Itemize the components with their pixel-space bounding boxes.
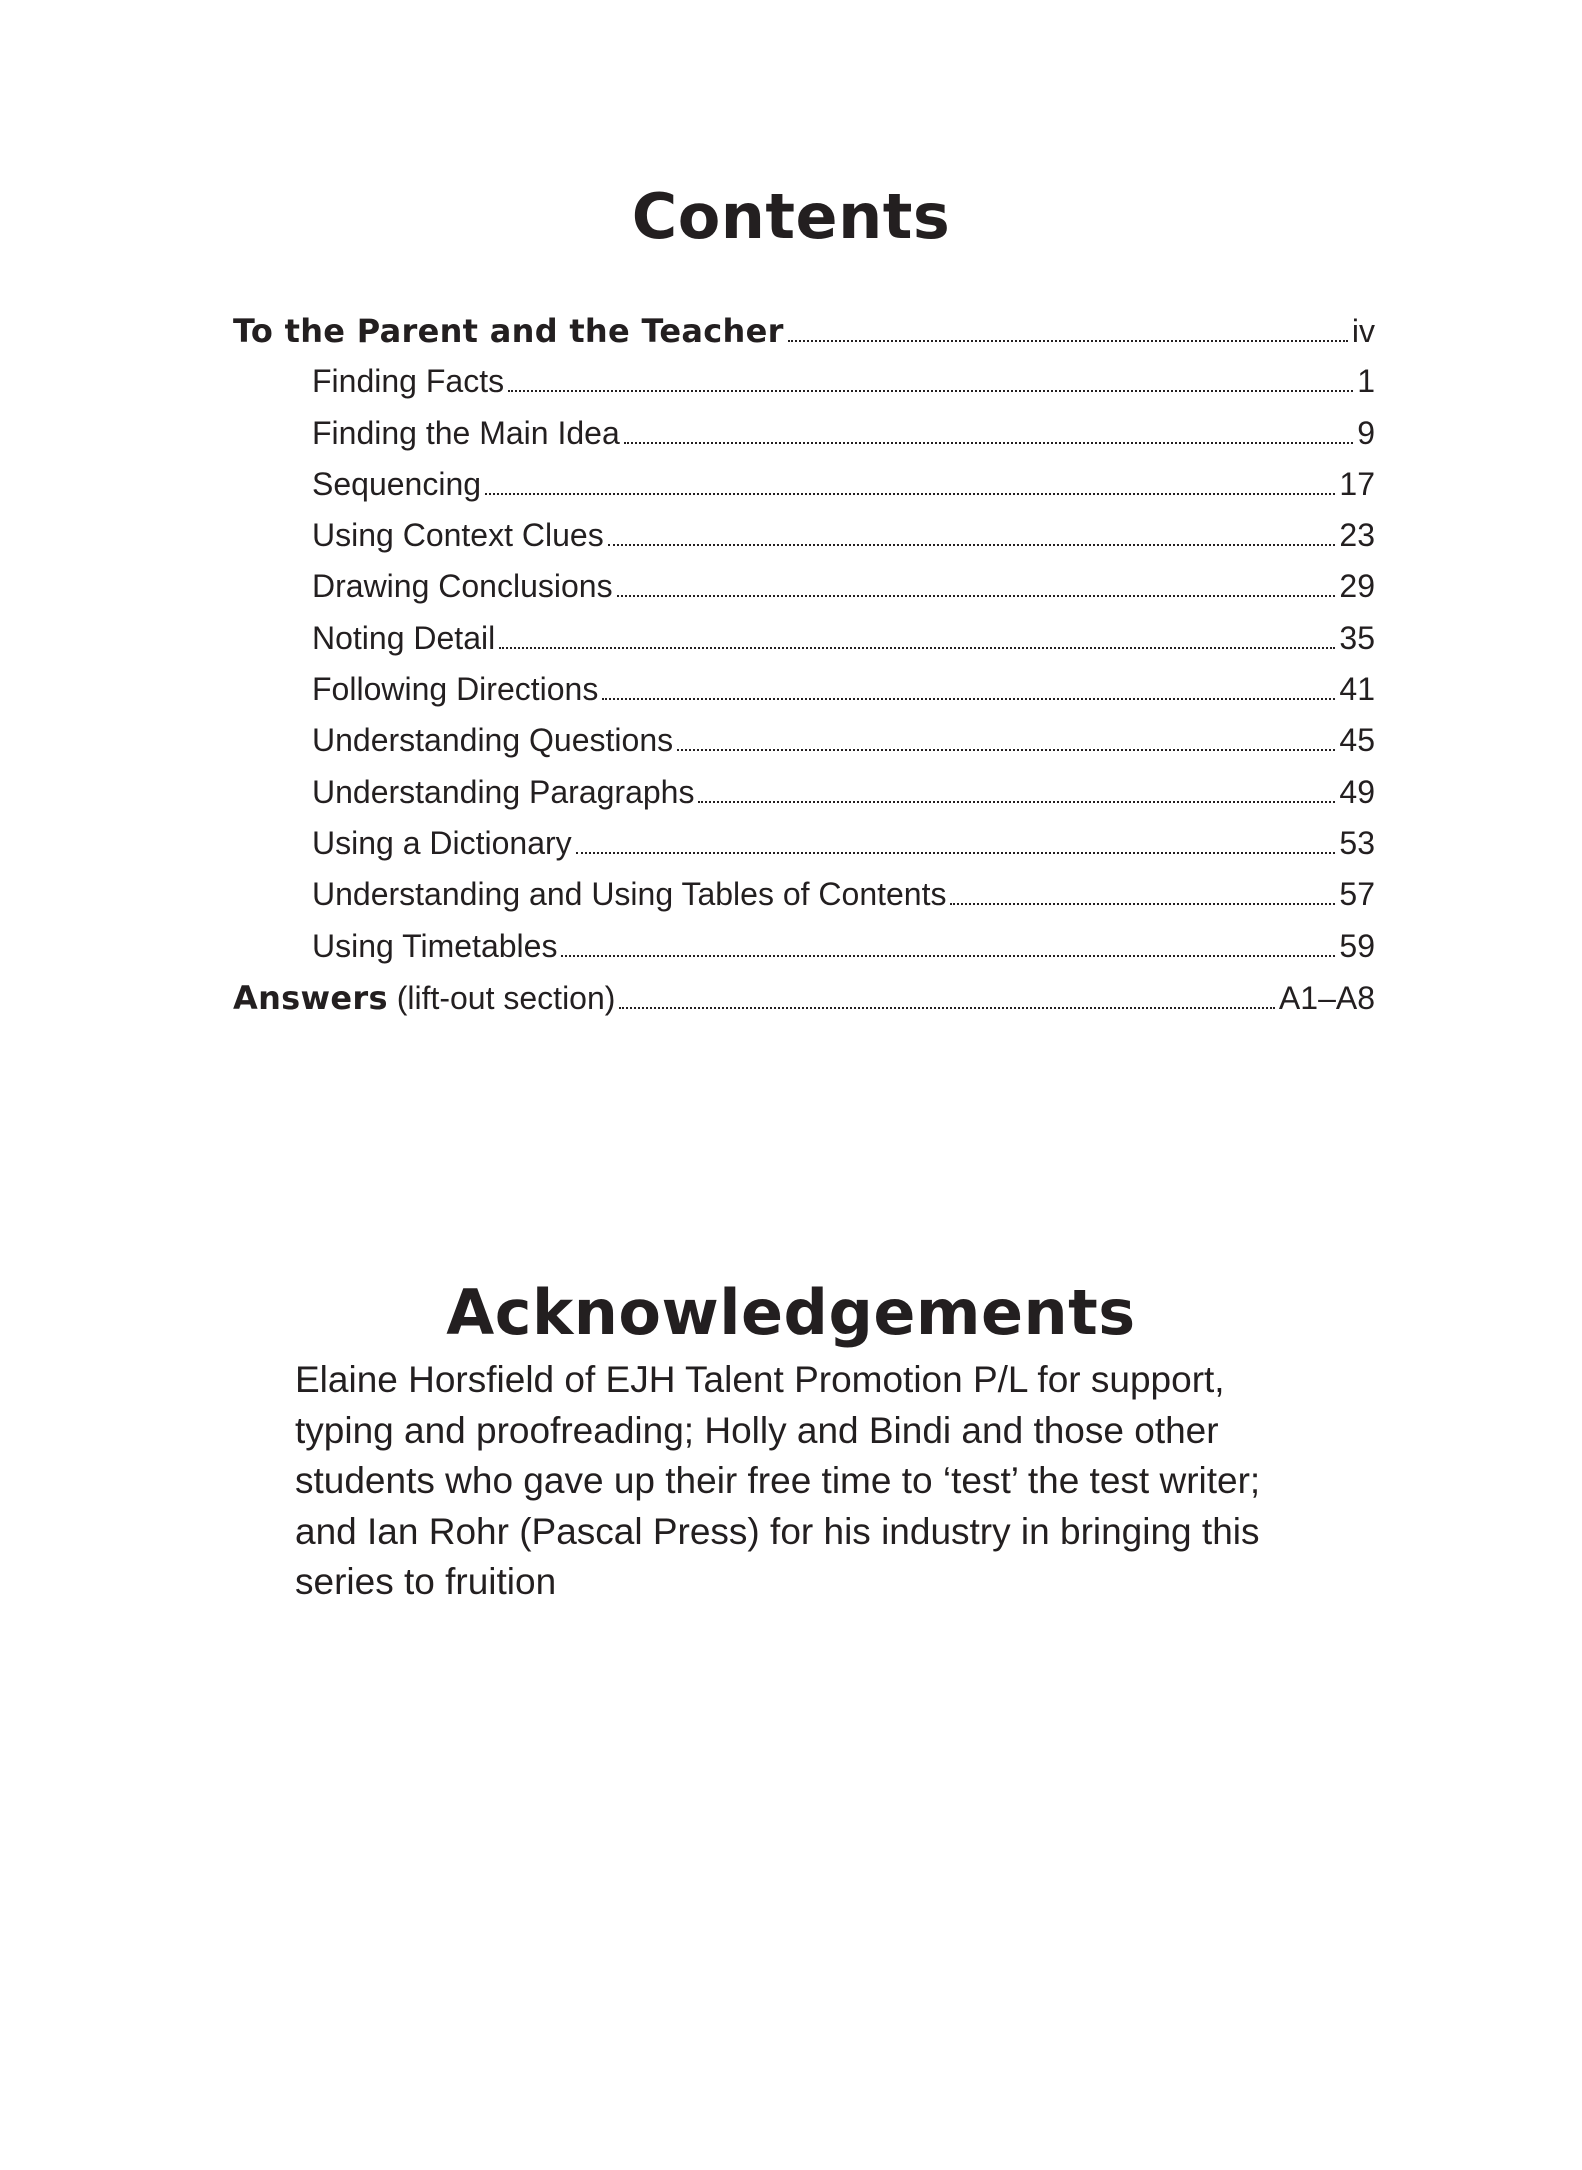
toc-entry-bold-text: Answers <box>233 978 388 1017</box>
toc-page-number: 17 <box>1339 465 1375 502</box>
toc-page-number: 53 <box>1339 824 1375 861</box>
acknowledgements-line: typing and proofreading; Holly and Bindi and those other <box>295 1409 1219 1451</box>
toc-leader-dots <box>576 852 1336 854</box>
toc-page-number: 23 <box>1339 517 1375 554</box>
toc-leader-dots <box>499 647 1335 649</box>
toc-entry <box>233 568 1375 619</box>
toc-leader-dots <box>950 903 1335 905</box>
toc-entry-label: Understanding Paragraphs <box>312 773 695 810</box>
contents-heading: Contents <box>631 180 951 253</box>
toc-entry <box>233 363 1375 414</box>
toc-entry <box>233 774 1375 825</box>
toc-entry <box>233 517 1375 568</box>
toc-entry-label <box>233 312 784 350</box>
toc-entry-label: Using a Dictionary <box>312 824 572 861</box>
toc-page-number: 41 <box>1339 671 1375 708</box>
toc-page-number: 9 <box>1357 414 1375 451</box>
toc-page-number: 1 <box>1357 363 1375 400</box>
toc-entry <box>233 415 1375 466</box>
table-of-contents <box>233 312 1375 1030</box>
acknowledgements-line: series to fruition <box>295 1561 557 1602</box>
toc-entry-label: Sequencing <box>312 465 482 502</box>
toc-leader-dots <box>619 1007 1275 1009</box>
toc-entry <box>233 876 1375 927</box>
toc-entry-label <box>233 979 615 1017</box>
toc-leader-dots <box>624 442 1353 444</box>
toc-entry-label: Finding Facts <box>312 363 505 400</box>
toc-entry-bold-text: To the Parent and the Teacher <box>233 312 784 350</box>
toc-leader-dots <box>617 595 1336 597</box>
toc-page-number: 45 <box>1339 722 1375 759</box>
toc-entry <box>233 466 1375 517</box>
toc-leader-dots <box>677 749 1335 751</box>
toc-page-number: 57 <box>1339 876 1375 913</box>
toc-entry-label: Understanding and Using Tables of Contents <box>312 876 947 913</box>
acknowledgements-heading: Acknowledgements <box>446 1276 1136 1349</box>
toc-entry-label: Using Timetables <box>312 927 558 964</box>
toc-entry-label: Noting Detail <box>312 619 496 656</box>
toc-entry-label: Drawing Conclusions <box>312 568 613 605</box>
toc-leader-dots <box>788 340 1348 342</box>
toc-page-number: 59 <box>1339 927 1375 964</box>
toc-page-number: 29 <box>1339 568 1375 605</box>
toc-entry <box>233 722 1375 773</box>
toc-entry-label: Using Context Clues <box>312 517 604 554</box>
acknowledgements-text <box>295 1355 1345 1608</box>
toc-entry <box>233 979 1375 1030</box>
acknowledgements-line: and Ian Rohr (Pascal Press) for his industry in bringing this <box>295 1510 1260 1552</box>
toc-entry-note: (lift-out section) <box>387 979 616 1016</box>
toc-entry <box>233 825 1375 876</box>
toc-entry <box>233 928 1375 979</box>
acknowledgements-line: Elaine Horsfield of EJH Talent Promotion P/L for support, <box>295 1359 1225 1400</box>
toc-entry-label: Following Directions <box>312 671 599 708</box>
toc-leader-dots <box>602 698 1335 700</box>
toc-page-number: A1–A8 <box>1278 979 1375 1016</box>
acknowledgements-line: students who gave up their free time to ‘test’ the test writer; <box>295 1460 1261 1501</box>
toc-entry <box>233 620 1375 671</box>
toc-page-number: 49 <box>1339 773 1375 810</box>
toc-entry-label: Understanding Questions <box>312 722 674 759</box>
toc-leader-dots <box>561 955 1335 957</box>
toc-page-number: 35 <box>1339 619 1375 656</box>
toc-leader-dots <box>608 544 1336 546</box>
toc-entry <box>233 671 1375 722</box>
toc-leader-dots <box>508 390 1353 392</box>
toc-entry-label: Finding the Main Idea <box>312 414 620 451</box>
toc-page-number: iv <box>1351 313 1375 349</box>
toc-leader-dots <box>485 493 1335 495</box>
toc-leader-dots <box>698 801 1335 803</box>
toc-entry <box>233 312 1375 363</box>
